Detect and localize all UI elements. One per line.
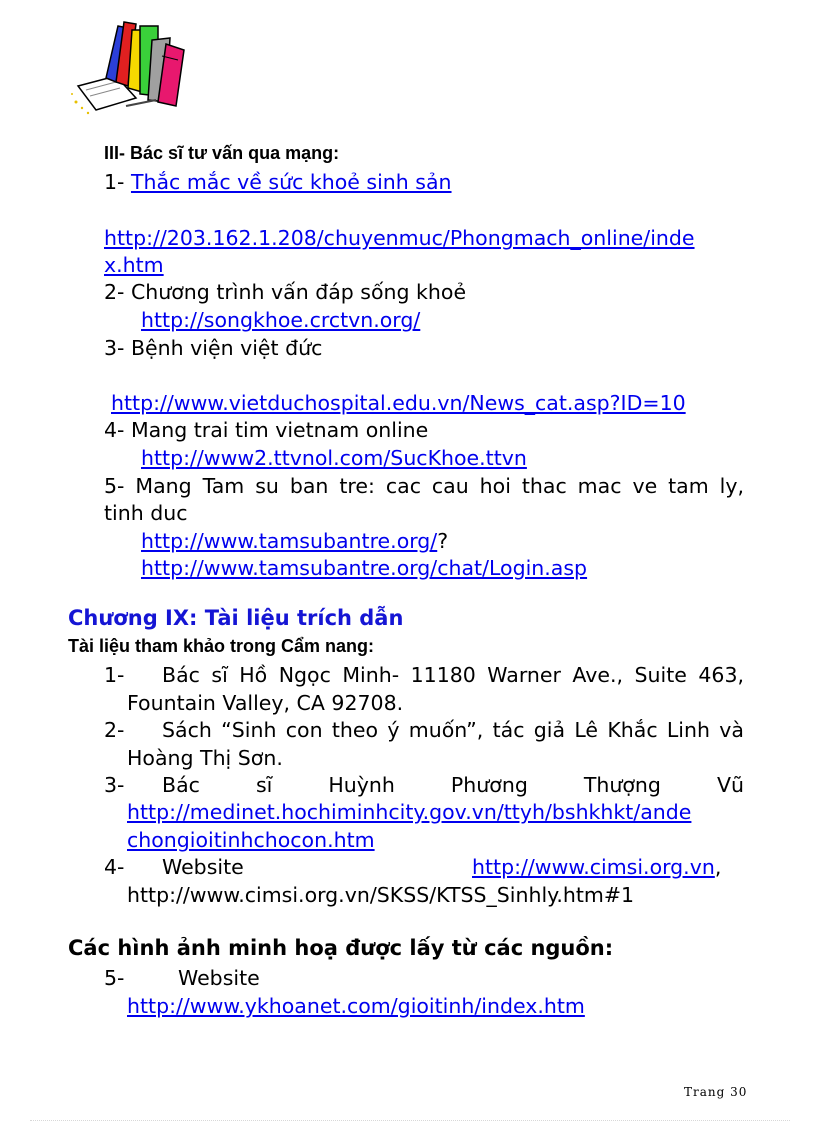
link-suffix: ? — [437, 529, 449, 553]
tamsubantre-chat-link[interactable]: http://www.tamsubantre.org/chat/Login.asp — [141, 556, 588, 580]
vietduc-link[interactable]: http://www.vietduchospital.edu.vn/News_cat.asp?ID=10 — [111, 391, 686, 415]
footer-divider — [30, 1120, 790, 1121]
list-item — [104, 416, 428, 444]
ref-text-cont: http://www.cimsi.org.vn/SKSS/KTSS_Sinhly.htm#1 — [127, 883, 635, 907]
ref-number: 4- — [104, 855, 125, 879]
ref-text-cont: Hoàng Thị Sơn. — [127, 746, 283, 770]
item-label-cont: tinh duc — [104, 501, 188, 525]
list-item — [104, 168, 452, 196]
phongmach-url-link[interactable]: http://203.162.1.208/chuyenmuc/Phongmach_online/inde — [104, 226, 695, 250]
ref-label: Website — [162, 855, 244, 879]
item-label: Chương trình vấn đáp sống khoẻ — [130, 280, 467, 304]
medinet-link-cont[interactable]: chongioitinhchocon.htm — [127, 828, 375, 852]
list-item — [104, 472, 744, 500]
ref-text: Sách “Sinh con theo ý muốn”, tác giả Lê Khắc Linh và — [162, 718, 744, 742]
books-icon — [66, 16, 190, 116]
ref-text: Bác sĩ Huỳnh Phương Thượng Vũ — [162, 773, 744, 797]
item-label: Bệnh viện việt đức — [130, 336, 323, 360]
item-label: Mang trai tim vietnam online — [130, 418, 429, 442]
songkhoe-link[interactable]: http://songkhoe.crctvn.org/ — [141, 308, 421, 332]
ref-number: 5- — [104, 966, 125, 990]
item-number: 1- — [104, 170, 131, 194]
section-heading: III- Bác sĩ tư vấn qua mạng: — [104, 143, 340, 163]
item-number: 3- — [104, 336, 131, 360]
images-heading: Các hình ảnh minh hoạ được lấy từ các nguồn: — [68, 936, 614, 960]
ref-number: 2- — [104, 718, 125, 742]
cimsi-row — [472, 853, 721, 881]
list-item — [104, 278, 466, 306]
list-item — [104, 334, 322, 362]
reproductive-health-link[interactable]: Thắc mắc về sức khoẻ sinh sản — [130, 170, 452, 194]
cimsi-link[interactable]: http://www.cimsi.org.vn — [472, 855, 715, 879]
item-number: 4- — [104, 418, 131, 442]
item-number: 5- — [104, 474, 136, 498]
item-number: 2- — [104, 280, 131, 304]
page-number: Trang 30 — [684, 1085, 748, 1099]
medinet-link[interactable]: http://medinet.hochiminhcity.gov.vn/ttyh/bshkhkt/ande — [127, 800, 692, 824]
ref-label: Website — [178, 966, 260, 990]
ref-text: Bác sĩ Hồ Ngọc Minh- 11180 Warner Ave., Suite 463, — [162, 663, 744, 687]
tamsubantre-row — [141, 527, 448, 555]
ykhoanet-link[interactable]: http://www.ykhoanet.com/gioitinh/index.htm — [127, 994, 585, 1018]
chapter-title: Chương IX: Tài liệu trích dẫn — [68, 606, 404, 630]
phongmach-url-link-cont[interactable]: x.htm — [104, 253, 164, 277]
references-subheading: Tài liệu tham khảo trong Cẩm nang: — [68, 636, 375, 656]
tamsubantre-link[interactable]: http://www.tamsubantre.org/ — [141, 529, 438, 553]
ref-number: 3- — [104, 773, 125, 797]
item-label: Mang Tam su ban tre: cac cau hoi thac mac ve tam ly, — [135, 474, 744, 498]
link-suffix: , — [714, 855, 722, 879]
ttvnol-link[interactable]: http://www2.ttvnol.com/SucKhoe.ttvn — [141, 446, 527, 470]
ref-number: 1- — [104, 663, 125, 687]
ref-text-cont: Fountain Valley, CA 92708. — [127, 691, 404, 715]
